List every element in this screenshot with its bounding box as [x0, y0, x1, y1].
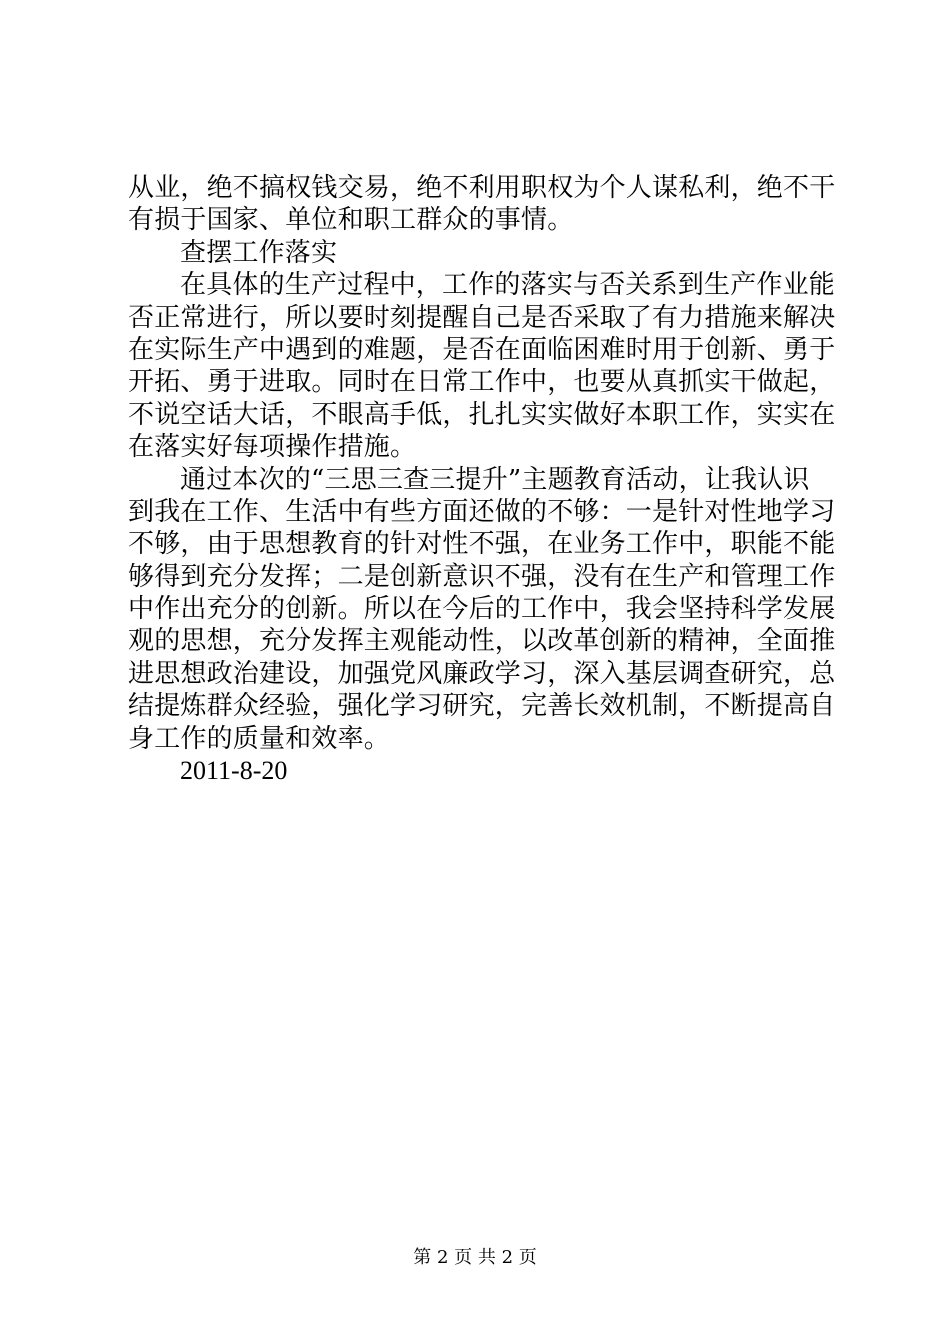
text-line: 在实际生产中遇到的难题，是否在面临困难时用于创新、勇于	[128, 334, 836, 365]
text-line: 中作出充分的创新。所以在今后的工作中，我会坚持科学发展	[128, 594, 836, 625]
text-line: 够得到充分发挥；二是创新意识不强，没有在生产和管理工作	[128, 561, 836, 592]
text-line: 从业，绝不搞权钱交易，绝不利用职权为个人谋私利，绝不干	[128, 173, 836, 203]
text-line: 进思想政治建设，加强党风廉政学习，深入基层调查研究，总	[128, 658, 836, 689]
text-line: 不够，由于思想教育的针对性不强，在业务工作中，职能不能	[128, 529, 836, 560]
text-line: 到我在工作、生活中有些方面还做的不够：一是针对性地学习	[128, 496, 836, 527]
text-line: 在落实好每项操作措施。	[128, 432, 417, 463]
text-line: 开拓、勇于进取。同时在日常工作中，也要从真抓实干做起，	[128, 367, 836, 398]
text-line: 不说空话大话，不眼高手低，扎扎实实做好本职工作，实实在	[128, 399, 836, 430]
text-line: 观的思想，充分发挥主观能动性，以改革创新的精神，全面推	[128, 626, 836, 657]
text-line: 结提炼群众经验，强化学习研究，完善长效机制，不断提高自	[128, 691, 836, 722]
text-line: 在具体的生产过程中，工作的落实与否关系到生产作业能	[180, 270, 836, 301]
text-line: 身工作的质量和效率。	[128, 723, 391, 754]
page-footer: 第 2 页 共 2 页	[413, 1247, 537, 1268]
document-date: 2011-8-20	[180, 756, 288, 786]
text-line: 有损于国家、单位和职工群众的事情。	[128, 205, 574, 236]
section-heading: 查摆工作落实	[180, 237, 338, 268]
document-body	[128, 172, 836, 787]
text-line: 否正常进行，所以要时刻提醒自己是否采取了有力措施来解决	[128, 302, 836, 333]
text-line: 通过本次的“三思三查三提升”主题教育活动，让我认识	[180, 464, 810, 495]
